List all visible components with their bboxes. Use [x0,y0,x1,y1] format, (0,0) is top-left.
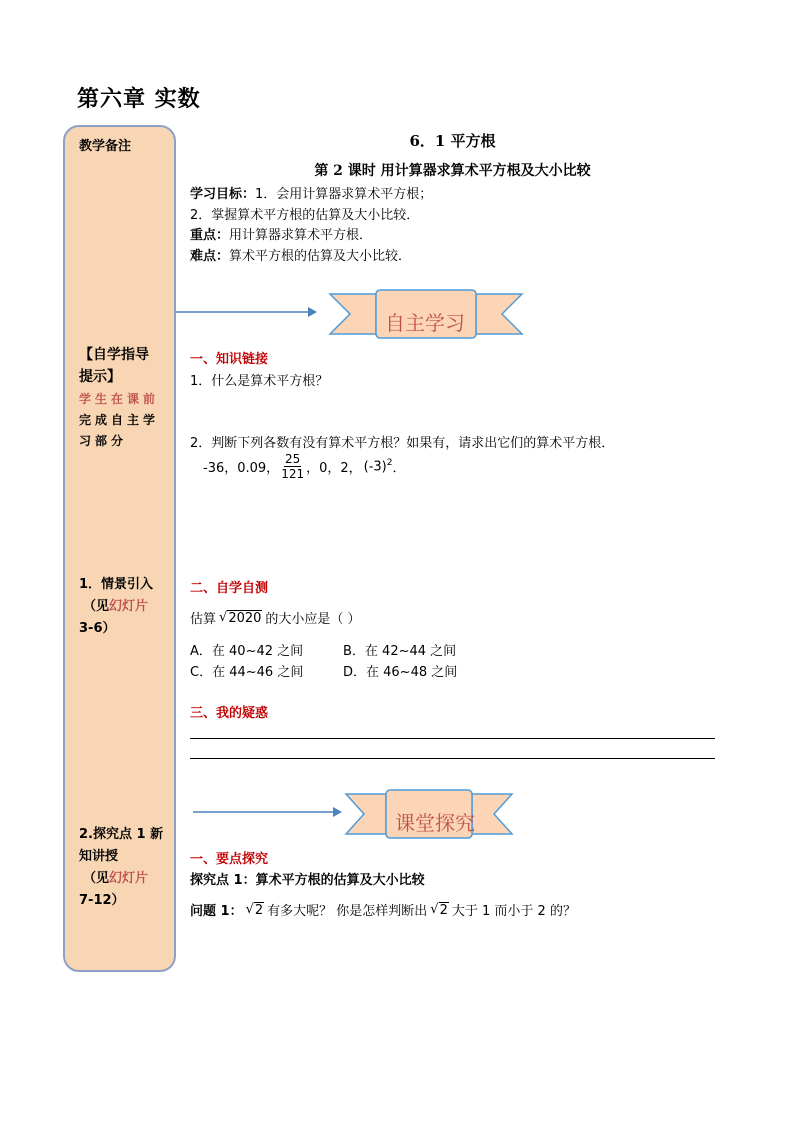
explore-point-1: 探究点 1：算术平方根的估算及大小比较 [190,873,425,888]
banner-self-study: 自主学习 [385,311,465,335]
intro-line-3: 3-6） [79,621,116,636]
guide-body-1: 学生在课前 [79,392,160,406]
chapter-title: 第六章 实数 [77,87,201,112]
option-b: B．在 42~44 之间 [343,644,457,659]
intro-line-2: （见幻灯片 [83,599,149,614]
option-a: A．在 40~42 之间 [190,644,304,659]
number-list: -36，0.09， $\frac{25}{121}$ ，0，2， $(-3)^2$ ． [203,452,406,481]
objective-line-1: 学习目标：1．会用计算器求算术平方根； [190,187,433,202]
power-expression: $(-3)^2$ [363,458,393,475]
guide-body-2: 完成自主学 [79,413,160,427]
explore-line-3: （见幻灯片 [83,871,149,886]
guide-body-3: 习部分 [79,434,128,448]
guide-title-2: 提示】 [79,369,121,385]
heading-my-questions: 三、我的疑惑 [190,706,269,721]
heading-key-explore: 一、要点探究 [190,852,269,867]
arrow-to-banner-1 [176,305,318,319]
sqrt-2-a: √ 2 [245,901,264,918]
key-point: 重点：用计算器求算术平方根． [190,228,373,243]
intro-line-1: 1．情景引入 [79,577,154,592]
teaching-notes-sidebar [63,125,176,972]
arrow-to-banner-2 [193,805,343,819]
explore-line-2: 知讲授 [79,849,119,864]
explore-line-1: 2.探究点 1 新 [79,827,164,842]
fraction-25-121: $\frac{25}{121}$ [281,452,305,481]
objective-line-2: 2．掌握算术平方根的估算及大小比较． [190,208,420,223]
question-2: 2．判断下列各数有没有算术平方根？如果有，请求出它们的算术平方根． [190,436,615,451]
sqrt-2-b: √ 2 [430,901,448,918]
banner-class-explore: 课堂探究 [395,811,475,835]
answer-line-1 [190,738,715,739]
option-c: C．在 44~46 之间 [190,665,304,680]
question-1: 1．什么是算术平方根？ [190,374,329,389]
guide-title-1: 【自学指导 [79,347,149,363]
difficulty-point: 难点：算术平方根的估算及大小比较． [190,249,412,264]
lesson-title: 第 2 课时 用计算器求算术平方根及大小比较 [314,163,591,179]
explore-line-4: 7-12） [79,893,125,908]
heading-knowledge-link: 一、知识链接 [190,352,269,367]
question-problem-1: 问题 1： √ 2 有多大呢？ 你是怎样判断出 √ 2 大于 1 而小于 2 的？ [190,901,576,919]
answer-line-2 [190,758,715,759]
heading-self-test: 二、自学自测 [190,581,269,596]
notes-label: 教学备注 [79,139,132,154]
sqrt-2020: √ 2020 [219,609,262,626]
option-d: D．在 46~48 之间 [343,665,458,680]
section-title: 6．1 平方根 [409,132,496,150]
estimate-question: 估算 √ 2020 的大小应是（ ） [190,609,361,627]
